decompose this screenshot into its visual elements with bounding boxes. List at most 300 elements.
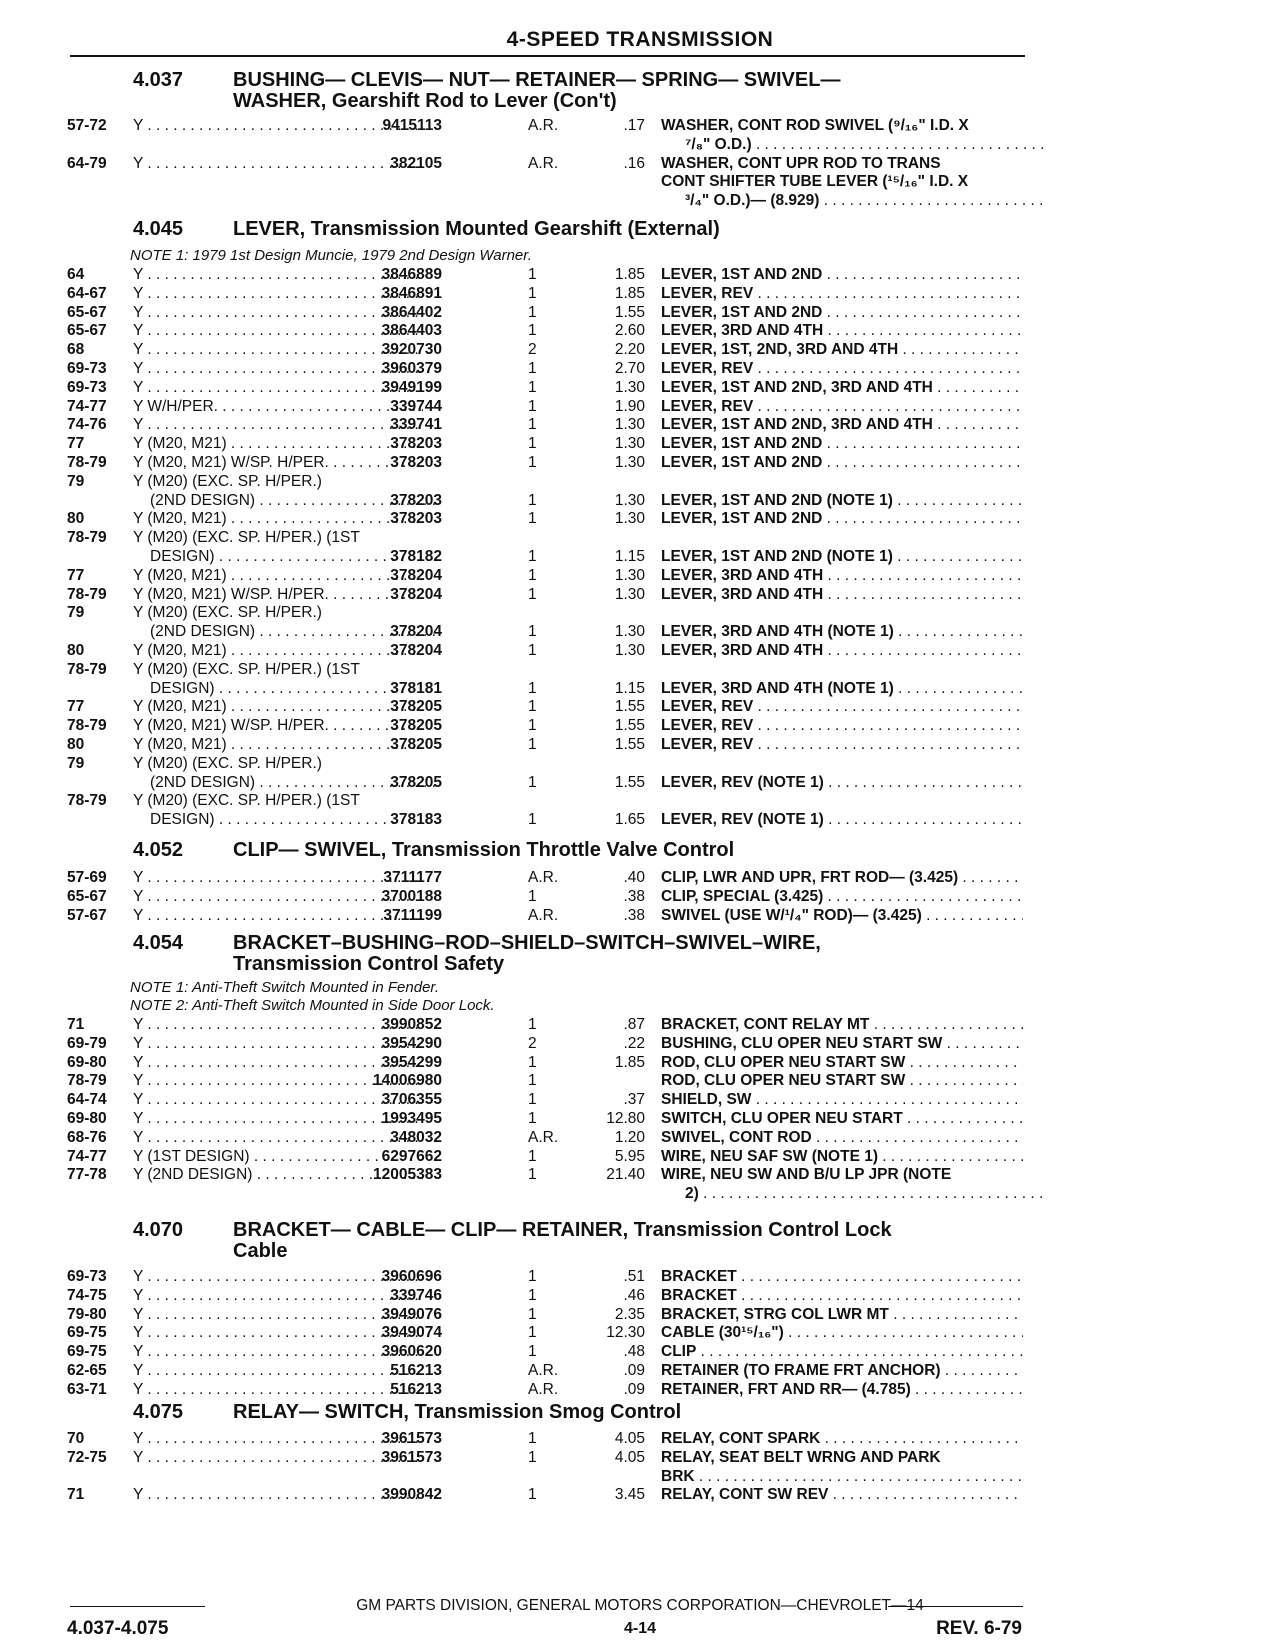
usage-description: DESIGN) . . . <box>150 811 440 829</box>
section-subtitle: Transmission Control Safety <box>233 953 505 975</box>
usage-description: Y . . . <box>133 1343 423 1361</box>
usage-description: Y (M20) (EXC. SP. H/PER.) (1ST <box>133 661 360 678</box>
price: .37 <box>623 1091 645 1108</box>
quantity: A.R. <box>528 907 559 924</box>
price: 1.85 <box>614 266 645 283</box>
table-row <box>0 285 1280 303</box>
part-number: 3700188 <box>381 888 442 905</box>
table-row <box>0 661 1280 679</box>
table-row-continuation <box>0 1185 1280 1203</box>
table-row <box>0 567 1280 585</box>
price: 1.30 <box>614 623 645 640</box>
quantity: 1 <box>528 567 537 584</box>
part-name: LEVER, 1ST, 2ND, 3RD AND 4TH . . . <box>661 341 1023 359</box>
quantity: 2 <box>528 341 537 358</box>
usage-description: Y (M20) (EXC. SP. H/PER.) (1ST <box>133 792 360 809</box>
quantity: 1 <box>528 623 537 640</box>
usage-description: (2ND DESIGN) . . . <box>150 492 440 510</box>
part-name: WIRE, NEU SAF SW (NOTE 1) . . . <box>661 1148 1023 1166</box>
table-row <box>0 416 1280 434</box>
price: .17 <box>623 117 645 134</box>
price: 1.55 <box>614 698 645 715</box>
price: .48 <box>623 1343 645 1360</box>
model-years: 64 <box>67 266 85 283</box>
part-number: 378203 <box>390 435 442 452</box>
table-row <box>0 1486 1280 1504</box>
quantity: A.R. <box>528 117 559 134</box>
price: 2.35 <box>614 1306 645 1323</box>
quantity: 1 <box>528 1268 537 1285</box>
table-row <box>0 1381 1280 1399</box>
quantity: 1 <box>528 1072 537 1089</box>
section-title: LEVER, Transmission Mounted Gearshift (External) <box>233 218 720 240</box>
usage-description: Y (M20, M21) W/SP. H/PER. . . . <box>133 717 423 735</box>
price: 1.55 <box>614 717 645 734</box>
section-number: 4.075 <box>133 1401 184 1423</box>
price: 1.55 <box>614 736 645 753</box>
quantity: 1 <box>528 285 537 302</box>
usage-description: Y W/H/PER. . . . <box>133 398 423 416</box>
part-name: SWIVEL, CONT ROD . . . <box>661 1129 1023 1147</box>
usage-description: Y . . . <box>133 888 423 906</box>
table-row <box>0 1148 1280 1166</box>
part-number: 3706355 <box>381 1091 442 1108</box>
usage-description: Y . . . <box>133 1381 423 1399</box>
model-years: 69-73 <box>67 1268 107 1285</box>
part-number: 12005383 <box>373 1166 442 1183</box>
model-years: 78-79 <box>67 792 107 809</box>
footer-publisher: GM PARTS DIVISION, GENERAL MOTORS CORPORATION—CHEVROLET—14 <box>356 1597 924 1614</box>
usage-description: Y . . . <box>133 285 423 303</box>
price: 2.70 <box>614 360 645 377</box>
section-number: 4.045 <box>133 218 184 240</box>
quantity: 1 <box>528 1449 537 1466</box>
price: 1.30 <box>614 435 645 452</box>
model-years: 79 <box>67 755 85 772</box>
part-number: 3711199 <box>383 907 442 924</box>
part-name-continuation: CONT SHIFTER TUBE LEVER (¹⁵/₁₆" I.D. X <box>661 173 969 190</box>
part-number: 14006980 <box>373 1072 442 1089</box>
quantity: 1 <box>528 774 537 791</box>
model-years: 77 <box>67 567 85 584</box>
part-name: LEVER, REV . . . <box>661 717 1023 735</box>
part-number: 378203 <box>390 492 442 509</box>
section-number: 4.070 <box>133 1219 184 1241</box>
part-number: 3864403 <box>381 322 442 339</box>
section-title: BRACKET–BUSHING–ROD–SHIELD–SWITCH–SWIVEL–WIRE, <box>233 932 821 954</box>
part-number: 3949076 <box>381 1306 442 1323</box>
table-row <box>0 360 1280 378</box>
part-number: 339744 <box>390 398 442 415</box>
table-row <box>0 1129 1280 1147</box>
price: 1.15 <box>614 548 645 565</box>
price: 1.30 <box>614 586 645 603</box>
usage-description: Y (M20) (EXC. SP. H/PER.) <box>133 755 322 772</box>
quantity: 1 <box>528 1486 537 1503</box>
title-rule <box>70 55 1025 57</box>
usage-description: DESIGN) . . . <box>150 680 440 698</box>
usage-description: Y . . . <box>133 360 423 378</box>
usage-description: Y . . . <box>133 1430 423 1448</box>
quantity: 1 <box>528 698 537 715</box>
model-years: 78-79 <box>67 586 107 603</box>
quantity: A.R. <box>528 1362 559 1379</box>
table-row <box>0 322 1280 340</box>
table-row <box>0 1166 1280 1184</box>
part-name: BUSHING, CLU OPER NEU START SW . . . <box>661 1035 1023 1053</box>
part-number: 378205 <box>390 736 442 753</box>
model-years: 69-80 <box>67 1110 107 1127</box>
price: 1.85 <box>614 285 645 302</box>
price: 1.90 <box>614 398 645 415</box>
price: .16 <box>623 155 645 172</box>
part-name: BRACKET . . . <box>661 1268 1023 1286</box>
quantity: 1 <box>528 492 537 509</box>
model-years: 74-77 <box>67 398 107 415</box>
price: 5.95 <box>614 1148 645 1165</box>
part-number: 9415113 <box>382 117 442 134</box>
model-years: 69-73 <box>67 360 107 377</box>
table-row <box>0 907 1280 925</box>
price: 1.65 <box>614 811 645 828</box>
quantity: 1 <box>528 1148 537 1165</box>
usage-description: Y . . . <box>133 1306 423 1324</box>
usage-description: Y (M20, M21) . . . <box>133 642 423 660</box>
part-number: 378182 <box>390 548 442 565</box>
usage-description: Y . . . <box>133 1324 423 1342</box>
model-years: 65-67 <box>67 888 107 905</box>
model-years: 68 <box>67 341 85 358</box>
part-number: 378204 <box>390 623 442 640</box>
section-subtitle: Cable <box>233 1240 288 1262</box>
usage-description: (2ND DESIGN) . . . <box>150 623 440 641</box>
footer-revision: REV. 6-79 <box>936 1618 1022 1639</box>
price: .22 <box>623 1035 645 1052</box>
table-row <box>0 1268 1280 1286</box>
part-number: 3960696 <box>381 1268 442 1285</box>
part-name: LEVER, 1ST AND 2ND, 3RD AND 4TH . . . <box>661 379 1023 397</box>
usage-description: Y . . . <box>133 1362 423 1380</box>
usage-description: Y (M20, M21) W/SP. H/PER. . . . <box>133 454 423 472</box>
model-years: 69-73 <box>67 379 107 396</box>
model-years: 57-72 <box>67 117 107 134</box>
model-years: 78-79 <box>67 529 107 546</box>
table-row-continuation <box>0 1468 1280 1486</box>
part-name: ROD, CLU OPER NEU START SW . . . <box>661 1072 1023 1090</box>
usage-description: Y (M20, M21) . . . <box>133 698 423 716</box>
price: 1.20 <box>614 1129 645 1146</box>
table-row <box>0 1287 1280 1305</box>
part-name: LEVER, 3RD AND 4TH (NOTE 1) . . . <box>661 623 1023 641</box>
part-name: WASHER, CONT UPR ROD TO TRANS <box>661 155 941 172</box>
table-row <box>0 717 1280 735</box>
quantity: 1 <box>528 888 537 905</box>
usage-description: Y . . . <box>133 1287 423 1305</box>
part-name-continuation: BRK . . . <box>661 1468 1023 1486</box>
quantity: 1 <box>528 1166 537 1183</box>
usage-description: Y (1ST DESIGN) . . . <box>133 1148 423 1166</box>
quantity: 1 <box>528 1016 537 1033</box>
usage-description: Y . . . <box>133 1072 423 1090</box>
quantity: A.R. <box>528 1129 559 1146</box>
part-name: LEVER, 3RD AND 4TH . . . <box>661 642 1023 660</box>
part-name: LEVER, 1ST AND 2ND . . . <box>661 435 1023 453</box>
model-years: 65-67 <box>67 322 107 339</box>
table-row-continuation <box>0 173 1280 191</box>
price: .40 <box>623 869 645 886</box>
part-name: RELAY, CONT SPARK . . . <box>661 1430 1023 1448</box>
quantity: A.R. <box>528 1381 559 1398</box>
price: .46 <box>623 1287 645 1304</box>
part-name: LEVER, 3RD AND 4TH (NOTE 1) . . . <box>661 680 1023 698</box>
part-name: BRACKET . . . <box>661 1287 1023 1305</box>
price: .38 <box>623 888 645 905</box>
price: 4.05 <box>614 1430 645 1447</box>
quantity: 1 <box>528 266 537 283</box>
model-years: 78-79 <box>67 1072 107 1089</box>
section-subtitle: WASHER, Gearshift Rod to Lever (Con't) <box>233 90 617 112</box>
section-note: NOTE 1: 1979 1st Design Muncie, 1979 2nd Design Warner. <box>130 247 532 264</box>
quantity: 1 <box>528 680 537 697</box>
usage-description: Y . . . <box>133 1016 423 1034</box>
model-years: 80 <box>67 736 85 753</box>
model-years: 71 <box>67 1016 85 1033</box>
quantity: 1 <box>528 736 537 753</box>
part-number: 378205 <box>390 717 442 734</box>
price: 1.30 <box>614 642 645 659</box>
usage-description: Y (M20, M21) W/SP. H/PER. . . . <box>133 586 423 604</box>
part-name: SWIVEL (USE W/¹/₄" ROD)— (3.425) . . . <box>661 907 1023 925</box>
table-row <box>0 510 1280 528</box>
section-heading-4-054 <box>133 933 821 975</box>
section-heading-4-045 <box>133 219 720 240</box>
model-years: 78-79 <box>67 661 107 678</box>
model-years: 80 <box>67 642 85 659</box>
table-row <box>0 642 1280 660</box>
table-row <box>0 341 1280 359</box>
model-years: 79-80 <box>67 1306 107 1323</box>
part-name: RETAINER, FRT AND RR— (4.785) . . . <box>661 1381 1023 1399</box>
part-number: 3846891 <box>381 285 442 302</box>
usage-description: Y (M20) (EXC. SP. H/PER.) <box>133 604 322 621</box>
table-row <box>0 473 1280 491</box>
quantity: 1 <box>528 360 537 377</box>
table-row <box>0 792 1280 810</box>
table-row <box>0 888 1280 906</box>
model-years: 64-79 <box>67 155 107 172</box>
table-row <box>0 155 1280 173</box>
quantity: 1 <box>528 435 537 452</box>
model-years: 80 <box>67 510 85 527</box>
table-row <box>0 1324 1280 1342</box>
table-row <box>0 1343 1280 1361</box>
table-row <box>0 811 1280 829</box>
usage-description: Y (M20, M21) . . . <box>133 567 423 585</box>
table-row <box>0 586 1280 604</box>
part-number: 3990842 <box>381 1486 442 1503</box>
part-name: CLIP, LWR AND UPR, FRT ROD— (3.425) . . . <box>661 869 1023 887</box>
part-number: 3954290 <box>381 1035 442 1052</box>
price: 1.30 <box>614 416 645 433</box>
part-name: LEVER, 3RD AND 4TH . . . <box>661 322 1023 340</box>
table-row <box>0 736 1280 754</box>
part-name: LEVER, REV . . . <box>661 698 1023 716</box>
table-row <box>0 379 1280 397</box>
part-number: 3961573 <box>381 1430 442 1447</box>
model-years: 57-67 <box>67 907 107 924</box>
part-name: LEVER, 1ST AND 2ND . . . <box>661 454 1023 472</box>
quantity: 1 <box>528 642 537 659</box>
model-years: 74-77 <box>67 1148 107 1165</box>
price: 1.30 <box>614 567 645 584</box>
price: 1.30 <box>614 492 645 509</box>
table-row <box>0 435 1280 453</box>
part-number: 3961573 <box>381 1449 442 1466</box>
part-name: LEVER, REV (NOTE 1) . . . <box>661 811 1023 829</box>
part-name: BRACKET, STRG COL LWR MT . . . <box>661 1306 1023 1324</box>
price: 12.30 <box>606 1324 645 1341</box>
table-row <box>0 1306 1280 1324</box>
usage-description: Y . . . <box>133 341 423 359</box>
model-years: 79 <box>67 604 85 621</box>
page-title: 4-SPEED TRANSMISSION <box>506 28 774 51</box>
model-years: 64-67 <box>67 285 107 302</box>
part-number: 3949074 <box>381 1324 442 1341</box>
quantity: 2 <box>528 1035 537 1052</box>
table-row <box>0 698 1280 716</box>
model-years: 57-69 <box>67 869 107 886</box>
section-number: 4.037 <box>133 69 184 91</box>
part-name: RETAINER (TO FRAME FRT ANCHOR) . . . <box>661 1362 1023 1380</box>
table-row <box>0 680 1280 698</box>
part-number: 3990852 <box>381 1016 442 1033</box>
usage-description: Y (M20, M21) . . . <box>133 435 423 453</box>
part-number: 516213 <box>390 1381 442 1398</box>
part-number: 378204 <box>390 586 442 603</box>
price: 2.60 <box>614 322 645 339</box>
usage-description: Y . . . <box>133 1486 423 1504</box>
table-row <box>0 623 1280 641</box>
quantity: 1 <box>528 510 537 527</box>
part-number: 378205 <box>390 774 442 791</box>
price: 1.15 <box>614 680 645 697</box>
usage-description: Y . . . <box>133 869 423 887</box>
part-number: 339746 <box>390 1287 442 1304</box>
part-number: 3960620 <box>381 1343 442 1360</box>
part-name: RELAY, CONT SW REV . . . <box>661 1486 1023 1504</box>
quantity: A.R. <box>528 155 559 172</box>
footer-page-number: 4-14 <box>623 1620 657 1637</box>
usage-description: Y . . . <box>133 155 423 173</box>
table-row <box>0 548 1280 566</box>
usage-description: Y . . . <box>133 1054 423 1072</box>
part-number: 3846889 <box>381 266 442 283</box>
table-row <box>0 1016 1280 1034</box>
table-row <box>0 304 1280 322</box>
model-years: 64-74 <box>67 1091 107 1108</box>
table-row <box>0 266 1280 284</box>
part-number: 378204 <box>390 567 442 584</box>
usage-description: Y . . . <box>133 416 423 434</box>
part-name: LEVER, REV . . . <box>661 360 1023 378</box>
section-heading-4-037 <box>133 70 840 112</box>
model-years: 77 <box>67 698 85 715</box>
part-number: 378205 <box>390 698 442 715</box>
part-number: 3920730 <box>381 341 442 358</box>
table-row <box>0 1091 1280 1109</box>
section-note: NOTE 1: Anti-Theft Switch Mounted in Fender. <box>130 979 440 996</box>
quantity: 1 <box>528 811 537 828</box>
part-name: SWITCH, CLU OPER NEU START . . . <box>661 1110 1023 1128</box>
table-row <box>0 492 1280 510</box>
model-years: 62-65 <box>67 1362 107 1379</box>
part-number: 6297662 <box>381 1148 442 1165</box>
table-row <box>0 1110 1280 1128</box>
model-years: 77-78 <box>67 1166 107 1183</box>
section-title: RELAY— SWITCH, Transmission Smog Control <box>233 1401 682 1423</box>
model-years: 78-79 <box>67 454 107 471</box>
model-years: 69-75 <box>67 1343 107 1360</box>
usage-description: Y . . . <box>133 1035 423 1053</box>
usage-description: Y . . . <box>133 379 423 397</box>
usage-description: Y . . . <box>133 1449 423 1467</box>
model-years: 69-79 <box>67 1035 107 1052</box>
quantity: 1 <box>528 379 537 396</box>
table-row-continuation <box>0 192 1280 210</box>
part-number: 339741 <box>390 416 442 433</box>
part-name: LEVER, REV (NOTE 1) . . . <box>661 774 1023 792</box>
price: 21.40 <box>606 1166 645 1183</box>
part-name: LEVER, 1ST AND 2ND . . . <box>661 266 1023 284</box>
quantity: 1 <box>528 1306 537 1323</box>
model-years: 74-76 <box>67 416 107 433</box>
part-name: LEVER, REV . . . <box>661 398 1023 416</box>
usage-description: Y . . . <box>133 1129 423 1147</box>
part-name: CLIP, SPECIAL (3.425) . . . <box>661 888 1023 906</box>
table-row <box>0 117 1280 135</box>
part-name: ROD, CLU OPER NEU START SW . . . <box>661 1054 1023 1072</box>
usage-description: Y (M20, M21) . . . <box>133 510 423 528</box>
quantity: 1 <box>528 416 537 433</box>
usage-description: Y . . . <box>133 1268 423 1286</box>
section-note: NOTE 2: Anti-Theft Switch Mounted in Side Door Lock. <box>130 997 495 1014</box>
model-years: 78-79 <box>67 717 107 734</box>
part-name: LEVER, 1ST AND 2ND, 3RD AND 4TH . . . <box>661 416 1023 434</box>
quantity: 1 <box>528 586 537 603</box>
table-row <box>0 755 1280 773</box>
quantity: 1 <box>528 1091 537 1108</box>
part-name: LEVER, 1ST AND 2ND (NOTE 1) . . . <box>661 492 1023 510</box>
model-years: 77 <box>67 435 85 452</box>
quantity: 1 <box>528 1430 537 1447</box>
table-row-continuation <box>0 136 1280 154</box>
model-years: 72-75 <box>67 1449 107 1466</box>
quantity: 1 <box>528 717 537 734</box>
part-number: 3949199 <box>381 379 442 396</box>
table-row <box>0 1072 1280 1090</box>
model-years: 68-76 <box>67 1129 107 1146</box>
price: .09 <box>623 1362 645 1379</box>
quantity: 1 <box>528 548 537 565</box>
usage-description: DESIGN) . . . <box>150 548 440 566</box>
model-years: 65-67 <box>67 304 107 321</box>
part-number: 382105 <box>390 155 442 172</box>
part-name: LEVER, 3RD AND 4TH . . . <box>661 586 1023 604</box>
section-heading-4-075 <box>133 1402 681 1423</box>
price: 1.55 <box>614 304 645 321</box>
table-row <box>0 1035 1280 1053</box>
quantity: 1 <box>528 1287 537 1304</box>
